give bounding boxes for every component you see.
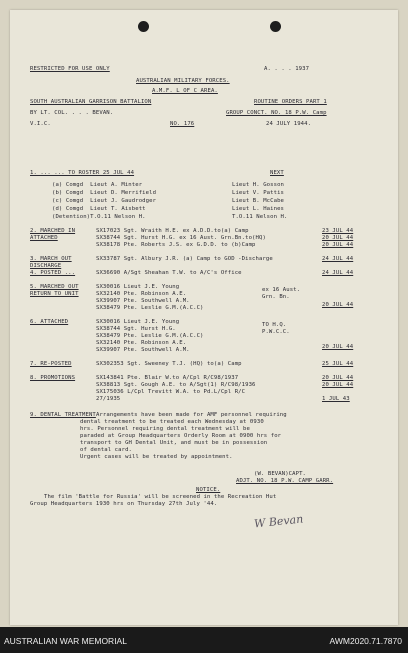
restriction-notice: RESTRICTED FOR USE ONLY: [30, 66, 110, 72]
organisation-heading: AUSTRALIAN MILITARY FORCES.: [136, 78, 230, 84]
notice-text: Group Headquarters 1930 hrs on Thursday 27th July '44.: [30, 501, 218, 507]
order-entry: SX30016 Lieut J.E. Young: [96, 319, 180, 325]
item-heading: 9. DENTAL TREATMENT: [30, 412, 96, 418]
order-entry: 27/1935: [96, 396, 121, 402]
item-heading: 5. MARCHED OUT: [30, 284, 79, 290]
unit-name: SOUTH AUSTRALIAN GARRISON BATTALION: [30, 99, 152, 105]
item-heading: 3. MARCH OUT: [30, 256, 72, 262]
order-entry: SX143841 Pte. Blair W.to A/Cpl R/C98/1937: [96, 375, 239, 381]
accession-number: AWM2020.71.7870: [329, 636, 402, 646]
entry-date: 20 JUL 44: [322, 375, 354, 381]
order-entry: SX32140 Pte. Robinson A.E.: [96, 340, 187, 346]
order-entry: SX38479 Pte. Leslie G.M.(A.C.C): [96, 333, 204, 339]
order-entry: SX39907 Pte. Southwell A.M.: [96, 298, 190, 304]
institution-credit: AUSTRALIAN WAR MEMORIAL: [4, 636, 127, 646]
roster-next-entry: Lieut V. Pattis: [232, 190, 285, 196]
entry-date: 24 JUL 44: [322, 270, 354, 276]
brace-note: TO H.Q. P.W.C.C.: [262, 322, 290, 335]
signatory-title: ADJT. NO. 18 P.W. CAMP GARR.: [236, 478, 334, 484]
reference-number: A. . . . 1937: [264, 66, 310, 72]
entry-date: 20 JUL 44: [322, 302, 354, 308]
roster-next-entry: T.O.11 Nelson H.: [232, 214, 288, 220]
roster-entry: (d) Comgd Lieut T. Aisbett: [52, 206, 146, 212]
group-line: GROUP CONCT. NO. 18 P.W. Camp: [226, 110, 327, 116]
order-entry: SX36690 A/Sgt Sheahan T.W. to A/C's Office: [96, 270, 242, 276]
roster-next-entry: Lieut B. McCabe: [232, 198, 285, 204]
dental-text: Urgent cases will be treated by appointment.: [80, 454, 233, 460]
punch-hole: [270, 21, 281, 32]
order-entry: SX175036 L/Cpl Trevitt W.A. to Pd.L/Cpl R/C: [96, 389, 246, 395]
entry-date: 24 JUL 44: [322, 256, 354, 262]
area-heading: A.M.F. L OF C AREA.: [152, 88, 218, 94]
order-number: NO. 176: [170, 121, 195, 127]
dental-text: hrs. Personnel requiring dental treatment will be: [80, 426, 250, 432]
order-entry: SX30016 Lieut J.E. Young: [96, 284, 180, 290]
roster-next-entry: Lieut H. Gosson: [232, 182, 285, 188]
order-entry: SX38479 Pte. Leslie G.M.(A.C.C): [96, 305, 204, 311]
order-entry: SX17023 Sgt. Wraith H.E. ex A.D.D.to(a) Camp: [96, 228, 249, 234]
roster-next-entry: Lieut L. Haines: [232, 206, 285, 212]
next-column-label: NEXT: [270, 170, 284, 176]
dental-text: Arrangements have been made for AMF personnel requiring: [96, 412, 287, 418]
dental-text: of dental card.: [80, 447, 133, 453]
order-entry: SX32140 Pte. Robinson A.E.: [96, 291, 187, 297]
entry-date: 1 JUL 43: [322, 396, 350, 402]
order-entry: SX33787 Sgt. Albury J.R. (a) Camp to GOD -Discharge: [96, 256, 273, 262]
item-subheading: RETURN TO UNIT: [30, 291, 79, 297]
item-heading: 7. RE-POSTED: [30, 361, 72, 367]
roster-entry: (a) Comgd Lieut A. Minter: [52, 182, 143, 188]
dental-text: dental treatment to be treated each Wednesday at 0930: [80, 419, 264, 425]
entry-date: 20 JUL 44: [322, 382, 354, 388]
commanding-officer: BY LT. COL. . . . BEVAN.: [30, 110, 114, 116]
dental-text: transport to GH Dental Unit, and must be in possession: [80, 440, 268, 446]
item-subheading: DISCHARGE: [30, 263, 62, 269]
handwritten-signature: W Bevan: [253, 512, 304, 531]
entry-date: 23 JUL 44: [322, 228, 354, 234]
order-entry: SX38178 Pte. Roberts J.S. ex G.D.D. to (b)Camp: [96, 242, 256, 248]
item-heading: 4. POSTED ...: [30, 270, 76, 276]
footer-bar: [0, 627, 408, 653]
entry-date: 20 JUL 44: [322, 344, 354, 350]
signatory-name: (W. BEVAN)CAPT.: [254, 471, 307, 477]
roster-entry: (Detention)T.O.11 Nelson H.: [52, 214, 146, 220]
item-heading: 1. ... ... TO ROSTER 25 JUL 44: [30, 170, 135, 176]
item-heading: 2. MARCHED IN: [30, 228, 76, 234]
order-entry: SX38813 Sgt. Gough A.E. to A/Sgt(1) R/C98/1936: [96, 382, 256, 388]
entry-date: 25 JUL 44: [322, 361, 354, 367]
entry-date: 20 JUL 44: [322, 242, 354, 248]
order-entry: SX302353 Sgt. Sweeney T.J. (HQ) to(a) Camp: [96, 361, 242, 367]
notice-heading: NOTICE.: [196, 487, 221, 493]
orders-title: ROUTINE ORDERS PART 1: [254, 99, 327, 105]
roster-entry: (c) Comgd Lieut J. Gaudrodger: [52, 198, 157, 204]
order-entry: SX38744 Sgt. Hurst H.G.: [96, 326, 176, 332]
item-heading: 6. ATTACHED: [30, 319, 69, 325]
order-entry: SX38744 Sgt. Hurst H.G. ex 16 Aust. Grn.Bn.to(HQ): [96, 235, 266, 241]
brace-note: ex 16 Aust. Grn. Bn.: [262, 287, 301, 300]
item-subheading: ATTACHED: [30, 235, 58, 241]
location: V.I.C.: [30, 121, 51, 127]
punch-hole: [138, 21, 149, 32]
roster-entry: (b) Comgd Lieut D. Merrifield: [52, 190, 157, 196]
order-date: 24 JULY 1944.: [266, 121, 312, 127]
order-entry: SX39907 Pte. Southwell A.M.: [96, 347, 190, 353]
item-heading: 8. PROMOTIONS: [30, 375, 76, 381]
entry-date: 20 JUL 44: [322, 235, 354, 241]
dental-text: paraded at Group Headquarters Orderly Room at 0900 hrs for: [80, 433, 282, 439]
notice-text: The film 'Battle for Russia' will be screened in the Recreation Hut: [44, 494, 277, 500]
